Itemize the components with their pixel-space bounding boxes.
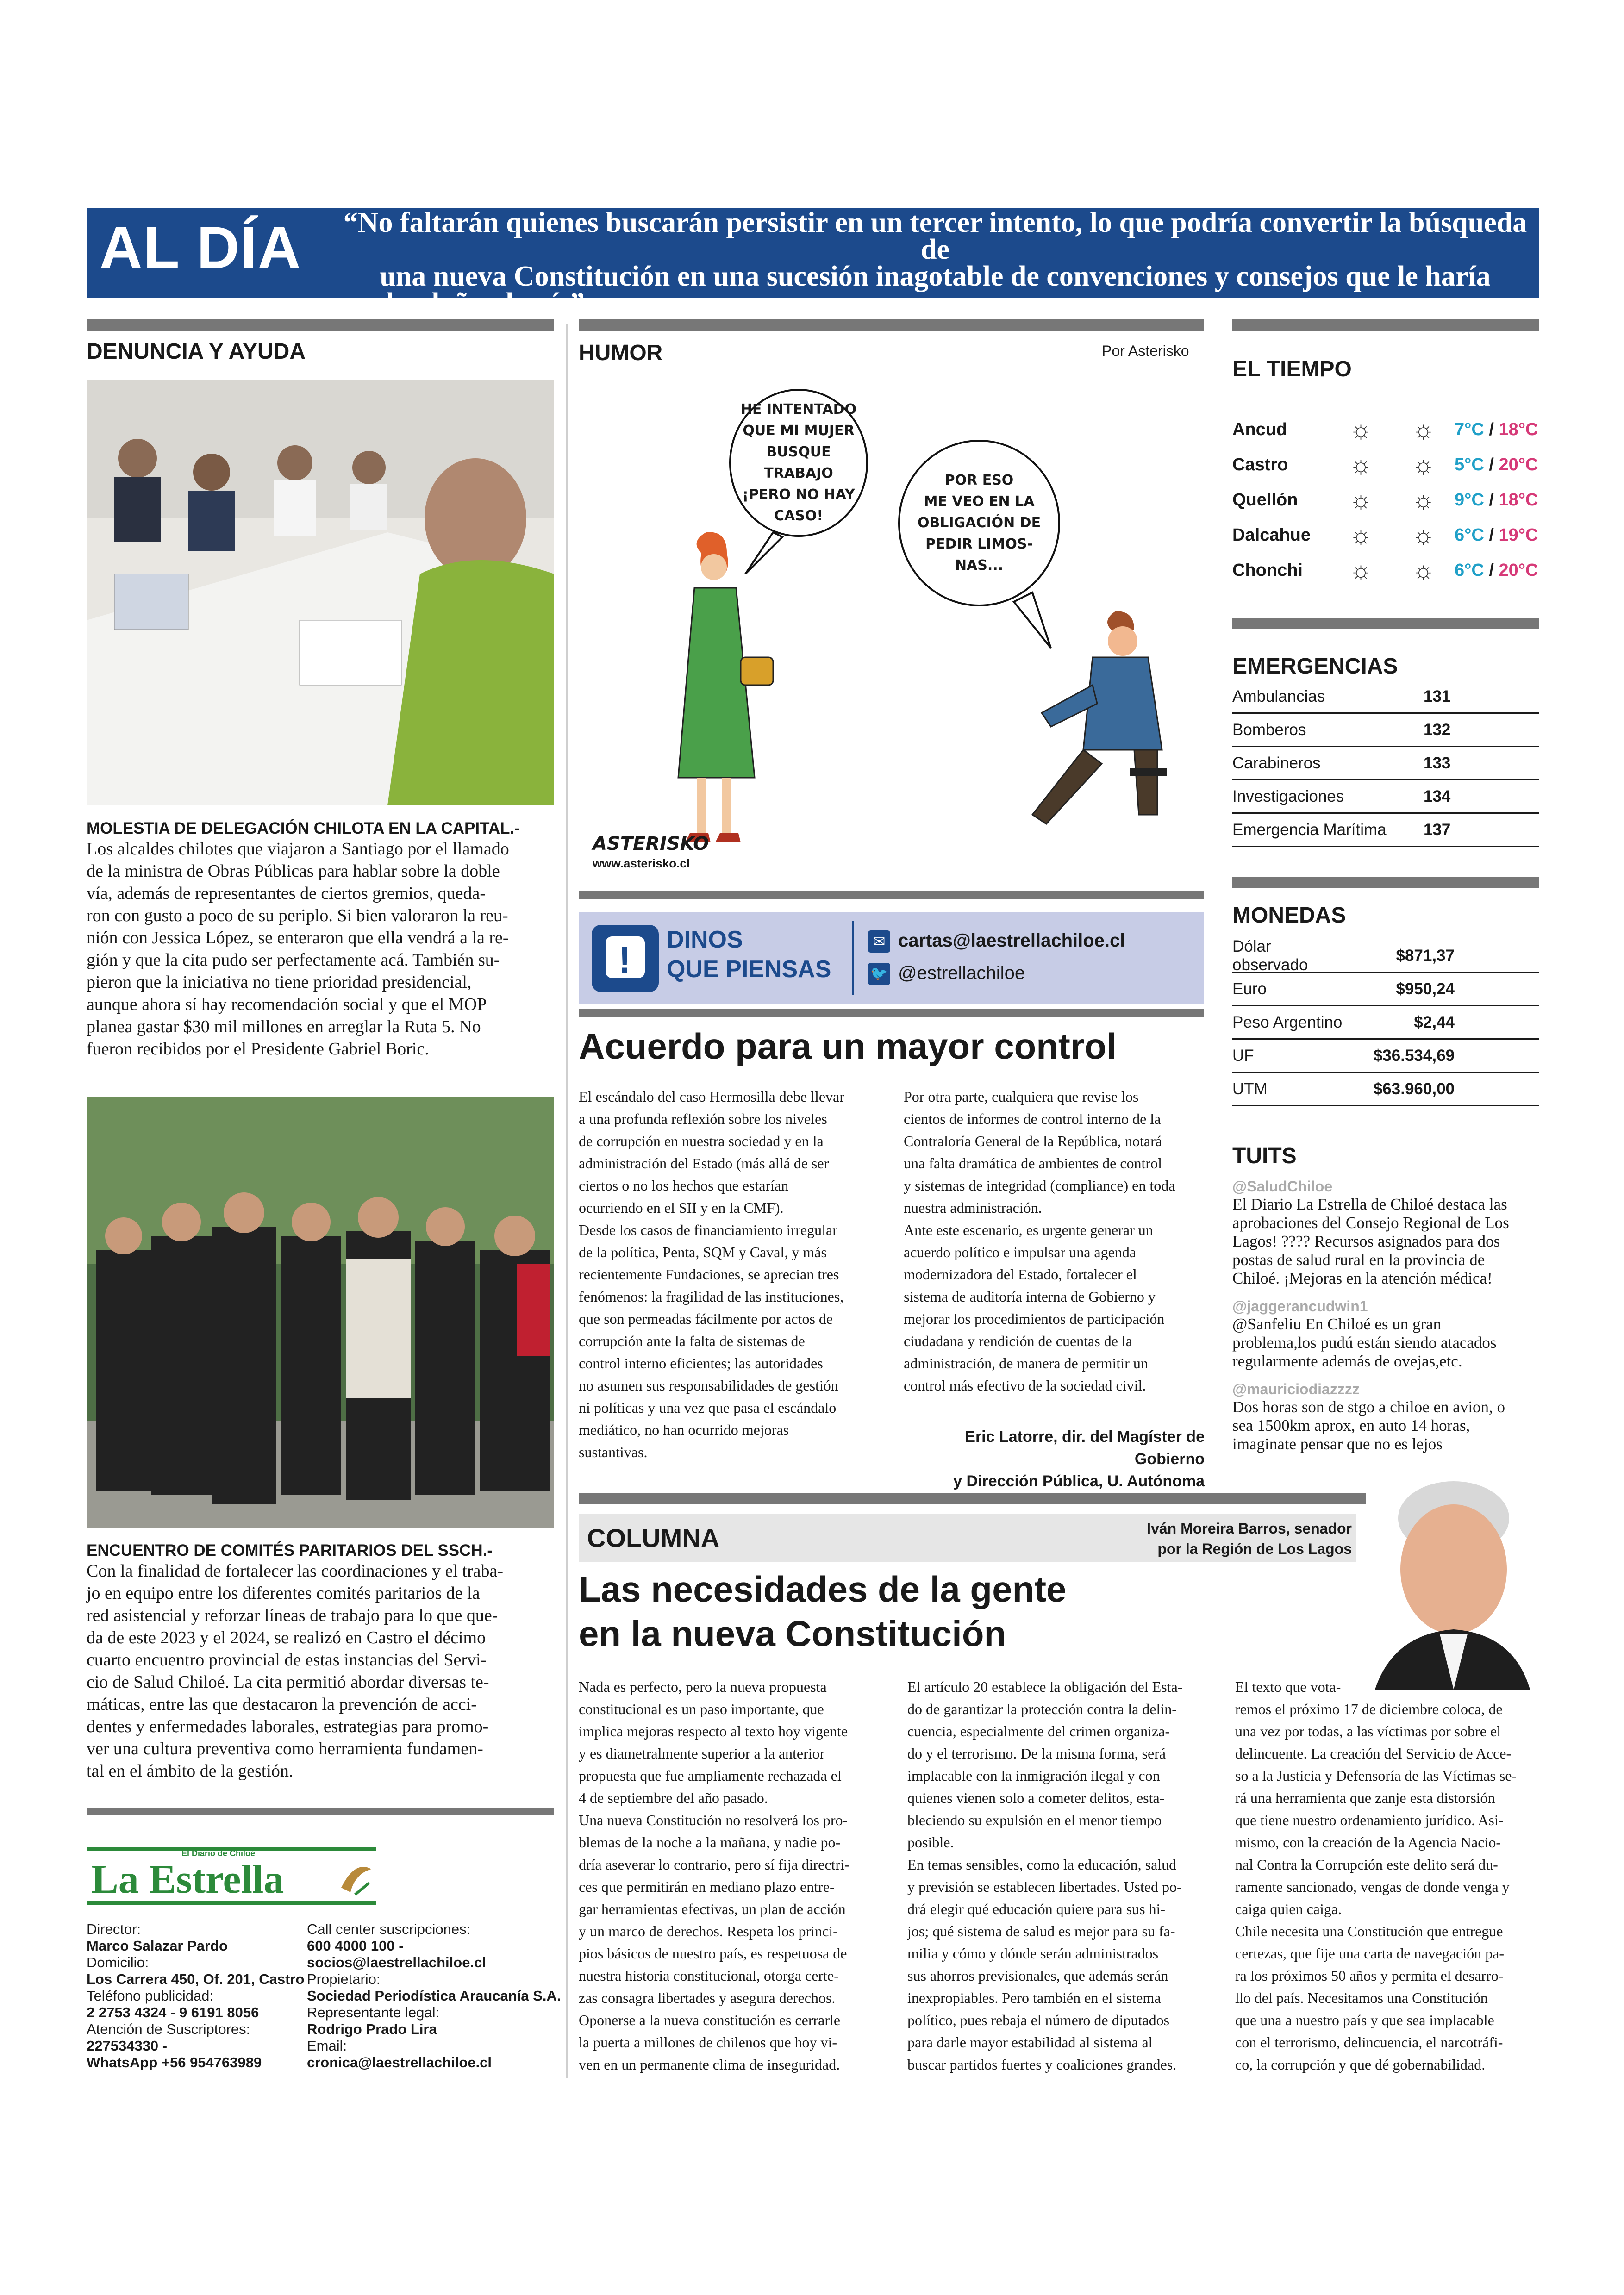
tweet-line: sea 1500km aprox, en auto 14 horas, <box>1232 1416 1470 1434</box>
editorial-title: Acuerdo para un mayor control <box>579 1026 1117 1066</box>
sun-icon: ☼ <box>1349 521 1373 549</box>
emergency-name: Carabineros <box>1232 754 1321 772</box>
tweet-handle[interactable]: @SaludChiloe <box>1232 1178 1333 1195</box>
column-line: nuestra historia constitucional, otorga certe- <box>579 1967 839 1984</box>
temp-min: 6°C <box>1455 560 1484 580</box>
masthead-info-line: Sociedad Periodística Araucanía S.A. <box>307 1988 561 2004</box>
column-line: caiga quien caiga. <box>1235 1901 1342 1917</box>
section-title-tiempo: EL TIEMPO <box>1232 357 1352 381</box>
editorial-line: sustantivas. <box>579 1444 648 1460</box>
section-rule <box>579 319 1204 331</box>
column-line: para darle mayor estabilidad al sistema al <box>907 2034 1153 2051</box>
story-line: aunque ahora sí hay recomendación social y que el MOP <box>87 995 487 1014</box>
story-1-body <box>87 838 554 1060</box>
column-line: El texto que vota- <box>1235 1678 1341 1695</box>
tweet-handle[interactable]: @jaggerancudwin1 <box>1232 1298 1368 1315</box>
author-photo <box>1366 1477 1539 1690</box>
bubble-line: QUE MI MUJER <box>743 423 855 439</box>
column-line: ra los próximos 50 años y permita el desarro- <box>1235 1967 1504 1984</box>
temp-max: 18°C <box>1499 419 1538 439</box>
weather-city: Quellón <box>1232 490 1298 510</box>
editorial-line: sistema de auditoría interna de Gobierno y <box>904 1288 1156 1305</box>
emergency-name: Emergencia Marítima <box>1232 820 1387 839</box>
tweet-line: imaginate pensar que no es lejos <box>1232 1435 1443 1453</box>
editorial-line: Contraloría General de la República, notará <box>904 1133 1162 1149</box>
tweet <box>1232 1298 1539 1371</box>
story-line: nión con Jessica López, se enteraron que ella vendrá a la re- <box>87 928 509 948</box>
editorial-column-1 <box>579 1085 884 1463</box>
story-line: red asistencial y reforzar líneas de trabajo para lo que que- <box>87 1606 498 1625</box>
emergency-row <box>1232 747 1539 780</box>
currency-value: $36.534,69 <box>1373 1046 1455 1065</box>
feedback-box <box>579 912 1204 1004</box>
weather-table <box>1232 412 1539 588</box>
editorial-line: Ante este escenario, es urgente generar un <box>904 1222 1153 1238</box>
sun-icon: ☼ <box>1349 486 1373 514</box>
column-line: rá una herramienta que zanje esta distorsión <box>1235 1790 1495 1806</box>
feedback-twitter[interactable]: @estrellachiloe <box>898 963 1025 983</box>
editorial-line: administración del Estado (más allá de ser <box>579 1155 829 1172</box>
sun-icon: ☼ <box>1412 521 1435 549</box>
masthead-info-line: Atención de Suscriptores: <box>87 2021 250 2037</box>
editorial-line: una falta dramática de ambientes de control <box>904 1155 1162 1172</box>
masthead-logo <box>87 1847 376 1905</box>
sun-icon: ☼ <box>1349 451 1373 479</box>
group-illustration <box>87 1097 554 1528</box>
column-line: buscar partidos fuertes y coaliciones grandes. <box>907 2056 1177 2073</box>
weather-row <box>1232 447 1539 482</box>
masthead-info-line: cronica@laestrellachiloe.cl <box>307 2054 492 2070</box>
masthead-info-line: Los Carrera 450, Of. 201, Castro <box>87 1971 305 1987</box>
column-line: blemas de la noche a la mañana, y nadie po- <box>579 1834 841 1851</box>
column-body-3 <box>1235 1676 1550 2076</box>
editorial-line: corrupción ante la falta de sistemas de <box>579 1333 805 1349</box>
section-rule <box>579 1009 1204 1017</box>
weather-row <box>1232 553 1539 588</box>
column-line: El artículo 20 establece la obligación del Esta- <box>907 1678 1183 1695</box>
emergency-number: 134 <box>1424 787 1451 805</box>
masthead-info-line: Domicilio: <box>87 1954 149 1971</box>
tweet-line: Lagos! ???? Recursos asignados para dos <box>1232 1232 1500 1250</box>
weather-row <box>1232 482 1539 518</box>
currency-row <box>1232 937 1539 974</box>
editorial-line: ciudadana y rendición de cuentas de la <box>904 1333 1132 1349</box>
editorial-line: a una profunda reflexión sobre los niveles <box>579 1110 827 1127</box>
section-title-tuits: TUITS <box>1232 1144 1297 1168</box>
tweet-line: El Diario La Estrella de Chiloé destaca las <box>1232 1195 1507 1213</box>
tweet-line: Dos horas son de stgo a chiloe en avion, o <box>1232 1398 1505 1416</box>
column-line: implica mejoras respecto al texto hoy vigente <box>579 1723 848 1740</box>
editorial-line: de corrupción en nuestra sociedad y en la <box>579 1133 824 1149</box>
column-author-line: Iván Moreira Barros, senador <box>1147 1520 1352 1537</box>
section-title-columna: COLUMNA <box>587 1523 720 1553</box>
emergency-number: 137 <box>1424 820 1451 839</box>
sun-icon: ☼ <box>1412 416 1435 443</box>
email-icon: ✉ <box>868 930 890 953</box>
section-rule <box>1232 319 1539 331</box>
weather-city: Chonchi <box>1232 560 1303 580</box>
column-line: con el terrorismo, delincuencia, el narcotráfi- <box>1235 2034 1503 2051</box>
column-line: ces que permitirán en mediano plazo entre- <box>579 1878 835 1895</box>
masthead-info-line: Rodrigo Prado Lira <box>307 2021 437 2037</box>
section-title-emergencias: EMERGENCIAS <box>1232 654 1398 679</box>
column-line: y un marco de derechos. Respeta los princi- <box>579 1923 838 1940</box>
temp-min: 7°C <box>1455 419 1484 439</box>
editorial-line: de la política, Penta, SQM y Caval, y más <box>579 1244 827 1260</box>
masthead-name: La Estrella <box>91 1857 284 1902</box>
column-line: gar herramientas efectivas, un plan de acción <box>579 1901 846 1917</box>
editorial-line: acuerdo político e impulsar una agenda <box>904 1244 1137 1260</box>
currency-name: Peso Argentino <box>1232 1013 1343 1031</box>
column-line: so a la Justicia y Defensoría de las Víctimas se- <box>1235 1767 1517 1784</box>
column-title-line: en la nueva Constitución <box>579 1613 1006 1654</box>
masthead-info-line: WhatsApp +56 954763989 <box>87 2054 262 2070</box>
bubble-line: NAS... <box>955 557 1004 574</box>
story-line: de la ministra de Obras Públicas para hablar sobre la doble <box>87 861 500 881</box>
column-line: En temas sensibles, como la educación, salud <box>907 1856 1177 1873</box>
temp-max: 18°C <box>1499 490 1538 510</box>
column-author <box>1023 1518 1352 1559</box>
emergency-row <box>1232 714 1539 747</box>
temp-separator: / <box>1484 560 1499 580</box>
quote-line: una nueva Constitución en una sucesión inagotable de convenciones y consejos que le haría <box>380 261 1491 292</box>
editorial-line: mediático, no han ocurrido mejoras <box>579 1422 789 1438</box>
column-divider <box>566 324 568 2078</box>
bubble-line: ME VEO EN LA <box>924 493 1035 510</box>
story-line: Los alcaldes chilotes que viajaron a Santiago por el llamado <box>87 839 509 859</box>
story-line: jo en equipo entre los diferentes comités paritarios de la <box>87 1584 480 1603</box>
column-line: do y el terrorismo. De la misma forma, será <box>907 1745 1166 1762</box>
bubble-line: BUSQUE TRABAJO <box>764 444 833 481</box>
tweet-line: aprobaciones del Consejo Regional de Los <box>1232 1214 1509 1232</box>
humor-byline: Por Asterisko <box>1102 343 1189 359</box>
temp-min: 6°C <box>1455 525 1484 545</box>
currency-table <box>1232 937 1539 1106</box>
sun-icon: ☼ <box>1412 451 1435 479</box>
column-line: delincuente. La creación del Servicio de Acce- <box>1235 1745 1512 1762</box>
tweet <box>1232 1178 1539 1288</box>
weather-city: Ancud <box>1232 419 1287 439</box>
column-line: cuencia, especialmente del crimen organiza- <box>907 1723 1170 1740</box>
dinos-line1: DINOS <box>667 926 743 953</box>
story-line: cuarto encuentro provincial de estas instancias del Servi- <box>87 1650 487 1670</box>
masthead-info-right <box>307 1921 561 2071</box>
editorial-line: que son permeadas fácilmente por actos de <box>579 1310 833 1327</box>
editorial-line: ocurriendo en el SII y en la CMF). <box>579 1199 784 1216</box>
editorial-line: control más efectivo de la sociedad civil. <box>904 1377 1146 1394</box>
column-line: político, pues rebaja el número de diputados <box>907 2012 1170 2028</box>
masthead-info-left <box>87 1921 304 2071</box>
emergency-table <box>1232 680 1539 847</box>
column-line: ven en un permanente clima de inseguridad. <box>579 2056 840 2073</box>
author-portrait <box>1366 1477 1539 1690</box>
bubble-line: POR ESO <box>944 472 1014 488</box>
column-line: propuesta que fue ampliamente rechazada el <box>579 1767 842 1784</box>
weather-city: Dalcahue <box>1232 525 1311 545</box>
column-line: 4 de septiembre del año pasado. <box>579 1790 768 1806</box>
weather-row <box>1232 518 1539 553</box>
quote-line: “No faltarán quienes buscarán persistir en un tercer intento, lo que podría convertir la búsqueda de <box>343 207 1527 265</box>
banner-title: AL DÍA <box>100 215 302 281</box>
column-line: y previsión se establecen libertades. Usted po- <box>907 1878 1182 1895</box>
emergency-row <box>1232 814 1539 847</box>
column-line: zas consagra libertades y asegura derechos. <box>579 1989 836 2006</box>
column-line: y es diametralmente superior a la anterior <box>579 1745 825 1762</box>
emergency-number: 131 <box>1424 687 1451 705</box>
editorial-line: control interno eficientes; las autoridades <box>579 1355 823 1372</box>
emergency-name: Investigaciones <box>1232 787 1344 805</box>
temp-separator: / <box>1484 419 1499 439</box>
temp-max: 19°C <box>1499 525 1538 545</box>
tweet-line: problema,los pudú están siendo atacados <box>1232 1334 1497 1352</box>
comic-signature: ASTERISKO <box>593 833 709 854</box>
section-title-humor: HUMOR <box>579 341 663 365</box>
currency-name: UTM <box>1232 1079 1268 1098</box>
column-line: milia y cómo y dónde serán administrados <box>907 1945 1159 1962</box>
editorial-line: Por otra parte, cualquiera que revise los <box>904 1088 1139 1105</box>
tweet-line: @Sanfeliu En Chiloé es un gran <box>1232 1315 1442 1333</box>
section-rule <box>579 891 1204 899</box>
bubble-line: PEDIR LIMOS- <box>925 536 1033 552</box>
emergency-row <box>1232 780 1539 814</box>
quote-line: mucho daño al país”, <box>333 287 592 319</box>
dinos-line2: QUE PIENSAS <box>667 956 831 983</box>
column-line: remos el próximo 17 de diciembre coloca, de <box>1235 1701 1503 1717</box>
editorial-line: cientos de informes de control interno de la <box>904 1110 1161 1127</box>
column-line: co, la corrupción y que dé gobernabilidad. <box>1235 2056 1486 2073</box>
masthead-info-line: 2 2753 4324 - 9 6191 8056 <box>87 2004 259 2021</box>
currency-value: $871,37 <box>1396 946 1455 965</box>
comic-site: www.asterisko.cl <box>593 856 690 870</box>
editorial-author <box>904 1426 1205 1492</box>
temp-min: 5°C <box>1455 455 1484 474</box>
story-line: planea gastar $30 mil millones en arreglar la Ruta 5. No <box>87 1017 481 1036</box>
column-line: posible. <box>907 1834 954 1851</box>
editorial-line: Desde los casos de financiamiento irregular <box>579 1222 837 1238</box>
editorial-line: mejorar los procedimientos de participación <box>904 1310 1165 1327</box>
currency-row <box>1232 973 1539 1006</box>
story-line: gión y que la cita pudo ser perfectamente acá. También su- <box>87 950 500 970</box>
masthead-info-line: Teléfono publicidad: <box>87 1988 214 2004</box>
section-rule <box>1232 618 1539 629</box>
currency-value: $950,24 <box>1396 979 1455 998</box>
story-line: dentes y enfermedades laborales, estrategias para promo- <box>87 1717 489 1736</box>
photo-meeting <box>87 380 554 805</box>
temp-separator: / <box>1484 490 1499 510</box>
editorial-author-line: y Dirección Pública, U. Autónoma <box>953 1472 1205 1490</box>
column-body-1 <box>579 1676 898 2076</box>
emergency-number: 133 <box>1424 754 1451 772</box>
editorial-line: ni políticas y una vez que pasa el escándalo <box>579 1399 837 1416</box>
bubble-line: ¡PERO NO HAY <box>742 486 855 503</box>
column-line: llo del país. Necesitamos una Constitución <box>1235 1989 1488 2006</box>
emergency-name: Bomberos <box>1232 720 1306 739</box>
section-title-monedas: MONEDAS <box>1232 903 1346 928</box>
currency-value: $63.960,00 <box>1373 1079 1455 1098</box>
story-line: Con la finalidad de fortalecer las coordinaciones y el traba- <box>87 1561 503 1581</box>
tweet-line: regularmente además de ovejas,etc. <box>1232 1352 1462 1370</box>
section-rule <box>1232 877 1539 888</box>
column-line: dría aseverar lo contrario, pero sí fija directri- <box>579 1856 849 1873</box>
editorial-line: nuestra administración. <box>904 1199 1042 1216</box>
tweet-line: postas de salud rural en la provincia de <box>1232 1251 1485 1269</box>
sun-icon: ☼ <box>1412 486 1435 514</box>
story-line: ver una cultura preventiva como herramienta fundamen- <box>87 1739 483 1759</box>
column-line: do de garantizar la protección contra la delin- <box>907 1701 1177 1717</box>
column-line: constitucional es un paso importante, que <box>579 1701 824 1717</box>
column-line: implacable con la inmigración ilegal y con <box>907 1767 1160 1784</box>
column-author-line: por la Región de Los Lagos <box>1157 1540 1352 1557</box>
currency-row <box>1232 1073 1539 1106</box>
column-line: drá elegir qué educación quiere para sus hi- <box>907 1901 1166 1917</box>
column-line: Nada es perfecto, pero la nueva propuesta <box>579 1678 827 1695</box>
masthead-info-line: Email: <box>307 2038 347 2054</box>
currency-row <box>1232 1006 1539 1040</box>
currency-name: UF <box>1232 1046 1254 1065</box>
twitter-icon: 🐦 <box>868 963 890 985</box>
column-line: que una a nuestro país y que sea implacable <box>1235 2012 1494 2028</box>
masthead-info-line: Representante legal: <box>307 2004 440 2021</box>
weather-city: Castro <box>1232 455 1288 474</box>
column-line: bleciendo su expulsión en el menor tiempo <box>907 1812 1162 1828</box>
column-body-2 <box>907 1676 1227 2076</box>
column-line: Una nueva Constitución no resolverá los pro- <box>579 1812 848 1828</box>
column-line: sus ahorros previsionales, que además serán <box>907 1967 1168 1984</box>
emergency-row <box>1232 680 1539 714</box>
editorial-author-line: Eric Latorre, dir. del Magíster de Gobierno <box>965 1428 1205 1468</box>
story-line: vía, además de representantes de ciertos gremios, queda- <box>87 884 486 903</box>
quote-attribution: Eduardo Frei, expresidente de la República, revelando que votará “A Favor” en el plebiscito del 17 de diciembre. <box>599 296 1437 317</box>
currency-name: Dólar observado <box>1232 937 1308 974</box>
column-line: que tiene nuestro ordenamiento jurídico. Asi- <box>1235 1812 1504 1828</box>
column-line: jos; qué sistema de salud es mejor para su fa- <box>907 1923 1175 1940</box>
sun-icon: ☼ <box>1349 556 1373 584</box>
temp-min: 9°C <box>1455 490 1484 510</box>
masthead-info-line: Call center suscripciones: <box>307 1921 471 1937</box>
editorial-line: ciertos o no los hechos que estarían <box>579 1177 789 1194</box>
emergency-name: Ambulancias <box>1232 687 1325 705</box>
temp-separator: / <box>1484 525 1499 545</box>
column-line: mismo, con la creación de la Agencia Nacio- <box>1235 1834 1501 1851</box>
tweet-handle[interactable]: @mauriciodiazzzz <box>1232 1381 1360 1397</box>
story-line: da de este 2023 y el 2024, se realizó en Castro el décimo <box>87 1628 486 1647</box>
column-line: pios básicos de nuestro país, es respetuosa de <box>579 1945 847 1962</box>
box-divider <box>852 921 854 995</box>
masthead-info-line: Director: <box>87 1921 141 1937</box>
editorial-line: administración, de manera de permitir un <box>904 1355 1148 1372</box>
story-2-headline: ENCUENTRO DE COMITÉS PARITARIOS DEL SSCH.- <box>87 1541 493 1559</box>
temp-max: 20°C <box>1499 560 1538 580</box>
story-1 <box>87 819 554 1060</box>
column-line: una vez por todas, a las víctimas por sobre el <box>1235 1723 1501 1740</box>
section-title-denuncia: DENUNCIA Y AYUDA <box>87 339 306 364</box>
editorial-line: y sistemas de integridad (compliance) en toda <box>904 1177 1175 1194</box>
editorial-line: fenómenos: la fragilidad de las instituciones, <box>579 1288 844 1305</box>
section-rule <box>87 1808 554 1815</box>
column-line: ramente sancionado, vengas de donde venga y <box>1235 1878 1510 1895</box>
star-logo-icon <box>337 1855 374 1897</box>
currency-name: Euro <box>1232 979 1267 998</box>
weather-row <box>1232 412 1539 447</box>
column-line: Oponerse a la nueva constitución es cerrarle <box>579 2012 841 2028</box>
editorial-column-2 <box>904 1085 1209 1397</box>
masthead-info-line: 600 4000 100 - <box>307 1938 404 1954</box>
banner-quote <box>333 209 1537 320</box>
bubble-line: CASO! <box>774 508 824 524</box>
story-1-headline: MOLESTIA DE DELEGACIÓN CHILOTA EN LA CAPITAL.- <box>87 819 520 837</box>
currency-value: $2,44 <box>1414 1013 1455 1031</box>
story-line: pieron que la iniciativa no tiene prioridad presidencial, <box>87 973 472 992</box>
column-line: certezas, que fije una carta de navegación pa- <box>1235 1945 1504 1962</box>
sun-icon: ☼ <box>1412 556 1435 584</box>
editorial-line: no asumen sus responsabilidades de gestión <box>579 1377 838 1394</box>
comic-drawing <box>579 370 1204 889</box>
masthead-info-line: 227534330 - <box>87 2038 168 2054</box>
currency-row <box>1232 1040 1539 1073</box>
column-line: quienes vienen solo a cometer delitos, esta- <box>907 1790 1165 1806</box>
masthead-info-line: socios@laestrellachiloe.cl <box>307 1954 486 1971</box>
story-line: ron con gusto a poco de su periplo. Si bien valoraron la reu- <box>87 906 508 925</box>
story-2 <box>87 1541 554 1782</box>
exclamation-icon: ! <box>592 925 659 992</box>
comic-strip <box>579 370 1204 889</box>
photo-group <box>87 1097 554 1528</box>
feedback-email[interactable]: cartas@laestrellachiloe.cl <box>898 930 1125 951</box>
column-line: la puerta a millones de chilenos que hoy vi- <box>579 2034 837 2051</box>
story-line: tal en el ámbito de la gestión. <box>87 1761 294 1781</box>
temp-separator: / <box>1484 455 1499 474</box>
tweets-list <box>1232 1178 1539 1464</box>
tweet-line: Chiloé. ¡Mejoras en la atención médica! <box>1232 1269 1493 1287</box>
editorial-line: recientemente Fundaciones, se aprecian tres <box>579 1266 839 1283</box>
tweet <box>1232 1381 1539 1453</box>
column-title-line: Las necesidades de la gente <box>579 1569 1067 1609</box>
story-line: máticas, entre las que destacaron la prevención de acci- <box>87 1695 477 1714</box>
column-title <box>579 1567 1066 1656</box>
column-line: Chile necesita una Constitución que entregue <box>1235 1923 1503 1940</box>
section-rule <box>87 319 554 331</box>
editorial-line: El escándalo del caso Hermosilla debe llevar <box>579 1088 844 1105</box>
bubble-line: HE INTENTADO <box>740 401 857 418</box>
story-2-body <box>87 1560 554 1782</box>
sun-icon: ☼ <box>1349 416 1373 443</box>
story-line: fueron recibidos por el Presidente Gabriel Boric. <box>87 1039 429 1059</box>
editorial-line: modernizadora del Estado, fortalecer el <box>904 1266 1137 1283</box>
emergency-number: 132 <box>1424 720 1451 739</box>
meeting-illustration <box>87 380 554 805</box>
masthead-info-line: Propietario: <box>307 1971 381 1987</box>
temp-max: 20°C <box>1499 455 1538 474</box>
masthead-small: El Diario de Chiloé <box>181 1849 256 1858</box>
story-line: cio de Salud Chiloé. La cita permitió abordar diversas te- <box>87 1672 489 1692</box>
column-line: inexpropiables. Pero también en el sistema <box>907 1989 1161 2006</box>
masthead-info-line: Marco Salazar Pardo <box>87 1938 228 1954</box>
bubble-line: OBLIGACIÓN DE <box>917 515 1041 531</box>
column-line: nal Contra la Corrupción este delito será du- <box>1235 1856 1498 1873</box>
